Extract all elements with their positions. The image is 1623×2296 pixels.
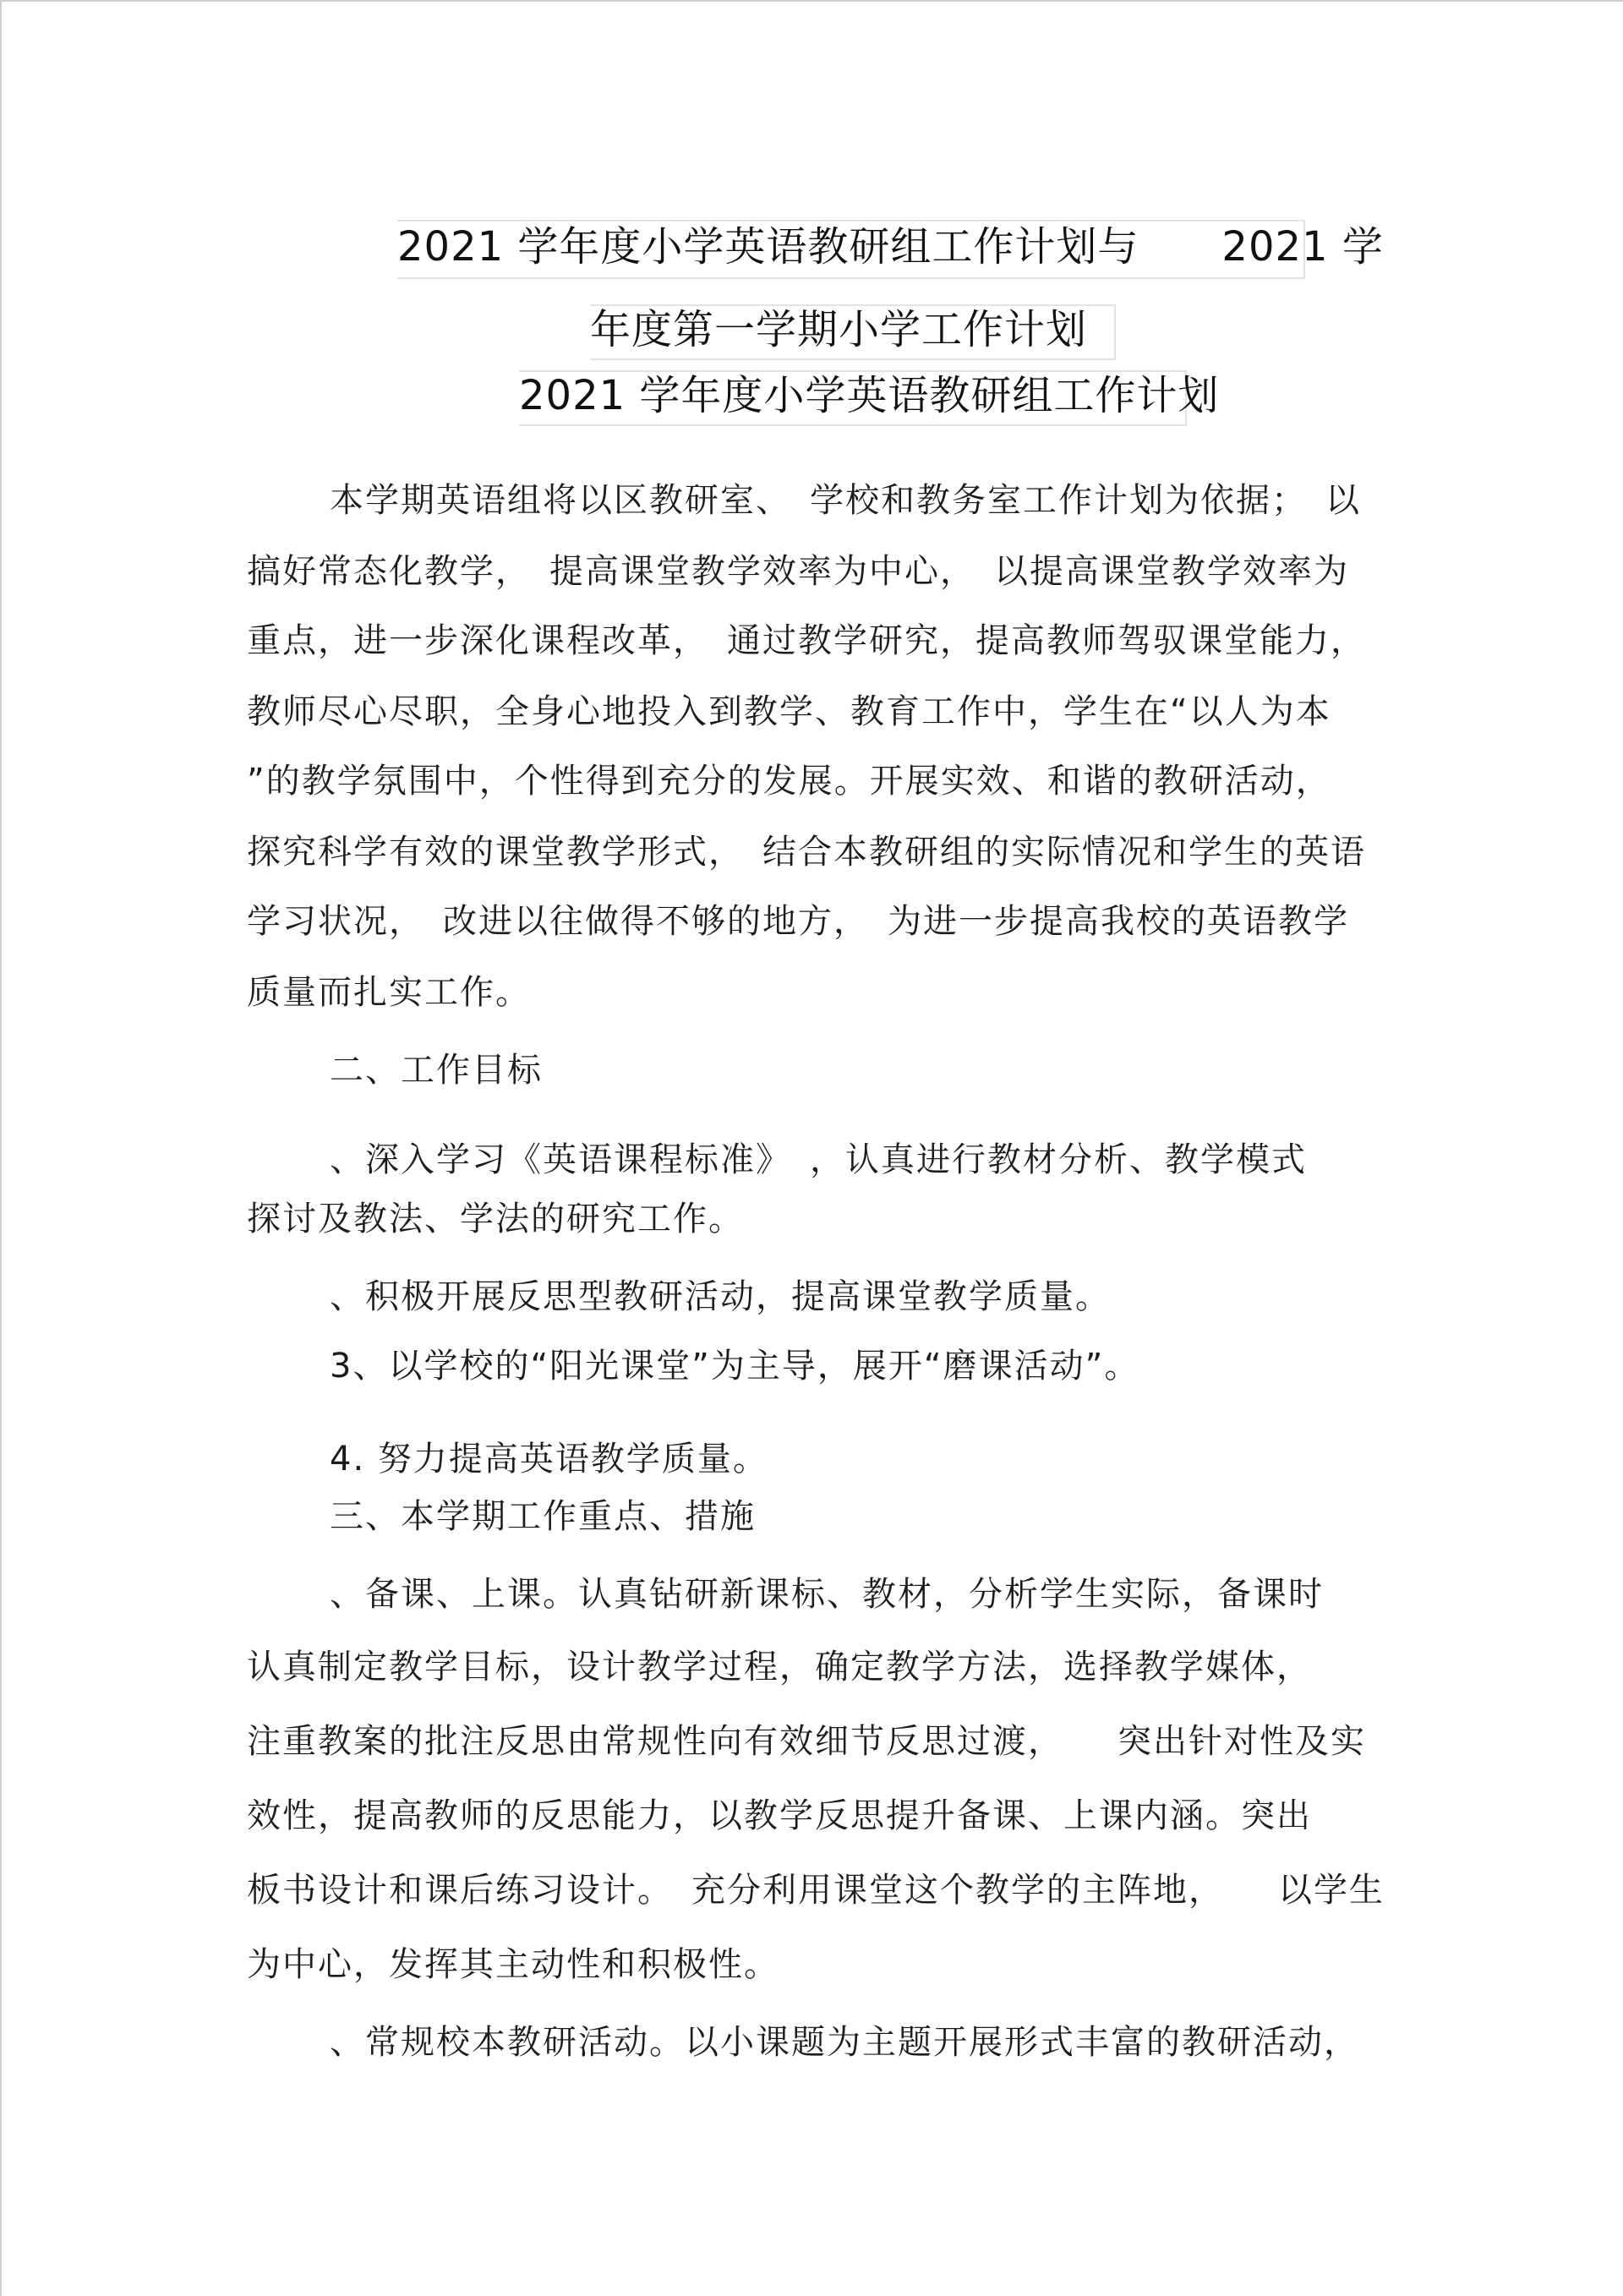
document-title-line-2: 年度第一学期小学工作计划 — [590, 306, 1088, 353]
paragraph-1-line-5: ”的教学氛围中，个性得到充分的发展。开展实效、和谐的教研活动， — [247, 762, 1331, 801]
measure-2-line-1: 、常规校本教研活动。以小课题为主题开展形式丰富的教研活动， — [330, 2023, 1359, 2062]
measure-1-line-4: 效性，提高教师的反思能力，以教学反思提升备课、上课内涵。突出 — [247, 1796, 1312, 1835]
measure-1-line-2: 认真制定教学目标，设计教学过程，确定教学方法，选择教学媒体， — [247, 1648, 1312, 1686]
paragraph-1-line-6: 探究科学有效的课堂教学形式， 结合本教研组的实际情况和学生的英语 — [247, 833, 1366, 872]
section-2-heading: 二、工作目标 — [330, 1051, 543, 1090]
document-title-line-1: 2021 学年度小学英语教研组工作计划与 2021 学 — [397, 223, 1384, 271]
goal-2: 、积极开展反思型教研活动，提高课堂教学质量。 — [330, 1277, 1111, 1316]
goal-1-line-1: 、深入学习《英语课程标准》 ，认真进行教材分析、教学模式 — [330, 1140, 1307, 1179]
document-subtitle: 2021 学年度小学英语教研组工作计划 — [519, 372, 1220, 419]
goal-3: 3、以学校的“阳光课堂”为主导，展开“磨课活动”。 — [330, 1347, 1140, 1386]
measure-1-line-6: 为中心，发挥其主动性和积极性。 — [247, 1945, 779, 1984]
paragraph-1-line-1: 本学期英语组将以区教研室、 学校和教务室工作计划为依据； 以 — [330, 481, 1361, 520]
goal-4: 4. 努力提高英语教学质量。 — [330, 1440, 768, 1479]
goal-1-line-2: 探讨及教法、学法的研究工作。 — [247, 1200, 744, 1238]
measure-1-line-3: 注重教案的批注反思由常规性向有效细节反思过渡， 突出针对性及实 — [247, 1722, 1366, 1761]
measure-1-line-5: 板书设计和课后练习设计。 充分利用课堂这个教学的主阵地， 以学生 — [247, 1871, 1385, 1910]
paragraph-1-line-3: 重点，进一步深化课程改革， 通过教学研究，提高教师驾驭课堂能力， — [247, 621, 1366, 660]
section-3-heading: 三、本学期工作重点、措施 — [330, 1497, 756, 1536]
paragraph-1-line-8: 质量而扎实工作。 — [247, 973, 531, 1012]
paragraph-1-line-4: 教师尽心尽职，全身心地投入到教学、教育工作中，学生在“以人为本 — [247, 692, 1331, 731]
paragraph-1-line-2: 搞好常态化教学， 提高课堂教学效率为中心， 以提高课堂教学效率为 — [247, 552, 1349, 591]
measure-1-line-1: 、备课、上课。认真钻研新课标、教材，分析学生实际，备课时 — [330, 1575, 1324, 1614]
paragraph-1-line-7: 学习状况， 改进以往做得不够的地方， 为进一步提高我校的英语教学 — [247, 902, 1349, 941]
